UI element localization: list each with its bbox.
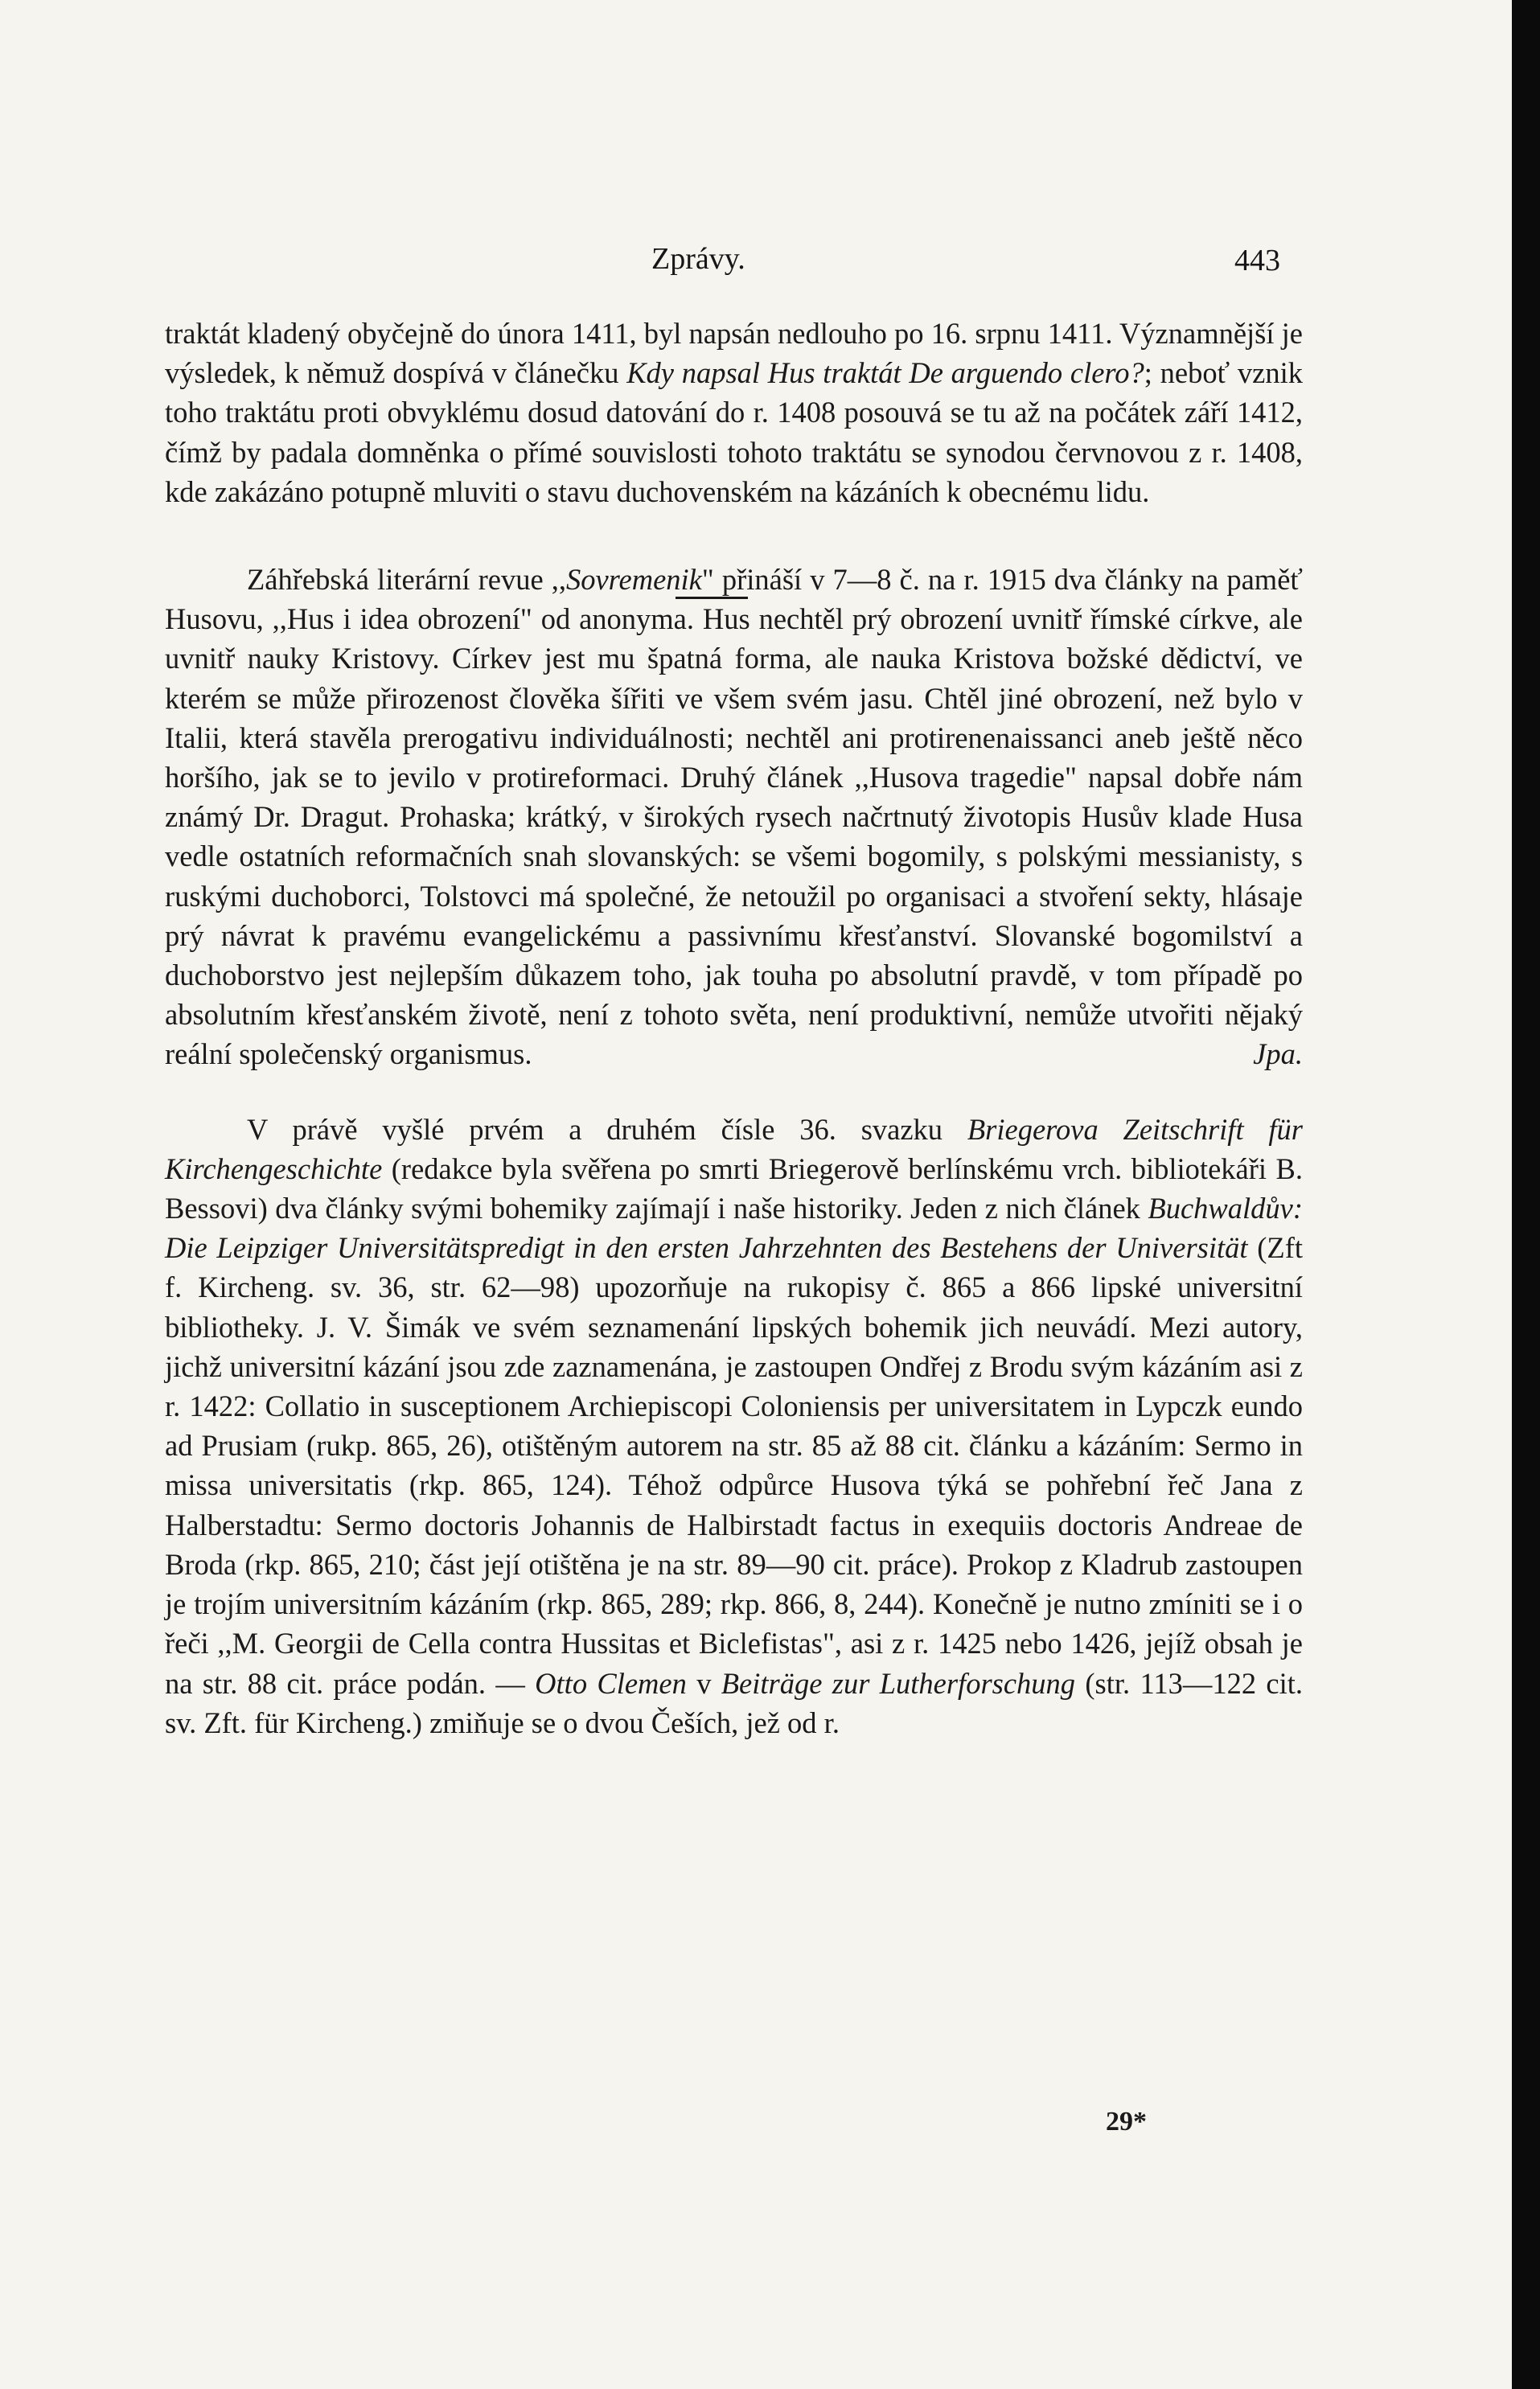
paragraph-3-author: Otto Clemen bbox=[535, 1666, 687, 1700]
paragraph-3-journal: Briegerova Zeitschrift für Kirchengeschichte bbox=[165, 1112, 1303, 1185]
paragraph-1-title: Kdy napsal Hus traktát De arguendo clero? bbox=[626, 356, 1144, 390]
paragraph-1-text: traktát kladený obyčejně do února 1411, byl napsán nedlouho po 16. srpnu 1411. Významnější je výsledek, k němuž dospívá v článečku bbox=[165, 317, 1303, 390]
running-title: Zprávy. bbox=[651, 242, 745, 276]
paragraph-2-start: Záhřebská literární revue ,, bbox=[247, 563, 566, 597]
paragraph-2 bbox=[165, 560, 1303, 1074]
paragraph-3-text-b: (redakce byla svěřena po smrti Briegerově berlínskému vrch. bibliotekáři B. Bessovi) dva články svými bohemiky zajímají i naše historiky. Jeden z nich článek bbox=[165, 1151, 1303, 1225]
paragraph-3-start: V právě vyšlé prvém a druhém čísle 36. svazku bbox=[247, 1112, 943, 1146]
paragraph-1 bbox=[165, 314, 1303, 511]
page-number: 443 bbox=[1234, 244, 1280, 277]
paragraph-2-text: " přináší v 7—8 č. na r. 1915 dva články na paměť Husovu, ,,Hus i idea obrození" od anonyma. Hus nechtěl prý obrození uvnitř římské církve, ale uvnitř nauky Kristovy. Církev jest mu špatná forma, ale nauka Kristova božské dědictví, ve kterém se může přirozenost člověka šířiti ve všem svém jasu. Chtěl jiné obrození, než bylo v Italii, která stavěla prerogativu individuálnosti; nechtěl ani protirenenaissanci aneb ještě něco horšího, jak se to jevilo v protireformaci. Druhý článek ,,Husova tragedie" napsal dobře nám známý Dr. Dragut. Prohaska; krátký, v širokých rysech načrtnutý životopis Husův klade Husa vedle ostatních reformačních snah slovanských: se všemi bogomily, s polskými messianisty, s ruskými duchoborci, Tolstovci má společné, že netoužil po organisaci a stvoření sekty, hlásaje prý návrat k pravému evangelickému a passivnímu křesťanství. Slovanské bogomilství a duchoborstvo jest nejlepším důkazem toho, jak touha po absolutní pravdě, v tom případě po absolutním křesťanském životě, není z tohoto světa, není produktivní, nemůže utvořiti nějaký reální společenský organismus. bbox=[165, 563, 1303, 1071]
signature-mark: 29* bbox=[1106, 2107, 1147, 2137]
paragraph-3-text-e: (str. 113—122 cit. sv. Zft. für Kircheng.) zmiňuje se o dvou Češích, jež od r. bbox=[165, 1666, 1304, 1739]
scan-border bbox=[1512, 0, 1540, 2389]
page-header bbox=[0, 241, 1512, 289]
paragraph-3-text-d: v bbox=[696, 1666, 712, 1700]
body-text bbox=[165, 314, 1303, 1742]
paragraph-1-rest: ; neboť vznik toho traktátu proti obvyklému dosud datování do r. 1408 posouvá se tu až na počátek září 1412, čímž by padala domněnka o přímé souvislosti tohoto traktátu se synodou červnovou z r. 1408, kde zakázáno potupně mluviti o stavu duchovenském na kázáních k obecnému lidu. bbox=[165, 356, 1303, 508]
author-signature: Jpa. bbox=[1253, 1037, 1303, 1071]
paragraph-2-journal: Sovremenik bbox=[565, 563, 702, 597]
paragraph-3 bbox=[165, 1110, 1303, 1742]
paragraph-3-article-title: Buchwaldův: Die Leipziger Universitätspredigt in den ersten Jahrzehnten des Bestehens der Universität bbox=[165, 1192, 1303, 1265]
paragraph-3-book-title: Beiträge zur Lutherforschung bbox=[721, 1666, 1076, 1700]
paragraph-3-text-c: (Zft f. Kircheng. sv. 36, str. 62—98) upozorňuje na rukopisy č. 865 a 866 lipské universitní bibliotheky. J. V. Šimák ve svém seznamenání lipských bohemik jich neuvádí. Mezi autory, jichž universitní kázání jsou zde zaznamenána, je zastoupen Ondřej z Brodu svým kázáním asi z r. 1422: Collatio in susceptionem Archiepiscopi Coloniensis per universitatem in Lypczk eundo ad Prusiam (rukp. 865, 26), otištěným autorem na str. 85 až 88 cit. článku a kázáním: Sermo in missa universitatis (rkp. 865, 124). Téhož odpůrce Husova týká se pohřební řeč Jana z Halberstadtu: Sermo doctoris Johannis de Halbirstadt factus in exequiis doctoris Andreae de Broda (rkp. 865, 210; část její otištěna je na str. 89—90 cit. práce). Prokop z Kladrub zastoupen je trojím universitním kázáním (rkp. 865, 289; rkp. 866, 8, 244). Konečně je nutno zmíniti se i o řeči ,,M. Georgii de Cella contra Hussitas et Biclefistas", asi z r. 1425 nebo 1426, jejíž obsah je na str. 88 cit. práce podán. — bbox=[165, 1231, 1304, 1700]
